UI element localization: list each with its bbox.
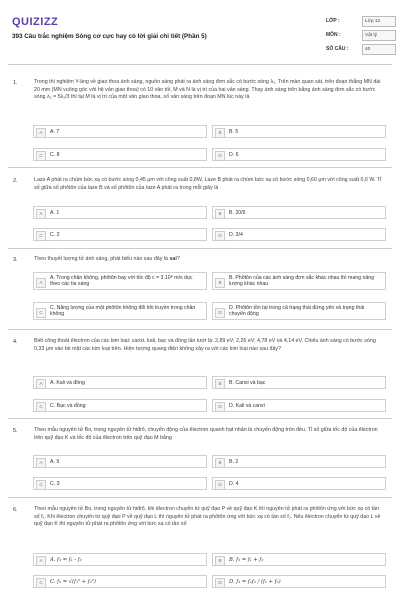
- option-a[interactable]: A A. Trong chân không, phôtôn bay với tốc độ c = 3.10⁸ m/s dọc theo các tia sáng: [33, 272, 207, 290]
- option-b[interactable]: B B. f₃ = f₁ + f₂: [212, 553, 386, 566]
- option-b[interactable]: B B. 5: [212, 125, 386, 138]
- option-b[interactable]: B B. Canxi và bạc: [212, 376, 386, 389]
- option-d[interactable]: D D. 3/4: [212, 228, 386, 241]
- question-divider: [8, 248, 392, 249]
- option-c[interactable]: C C. 3: [33, 477, 207, 490]
- question-text: Theo mẫu nguyên tử Bo, trong nguyên tử hiđrô, khi êlectron chuyển từ quỹ đạo P về quỹ đạo K thì nguyên tử phát ra phôtôn ứng với bức xạ có tần số f₁. Khi êlectron chuyển từ quỹ đạo P về quỹ đạo L thì nguyên tử phát ra phôtôn ứng với bức xạ có tần số f₂. Nếu êlectron chuyển từ quỹ đạo L về quỹ đạo K thì nguyên tử phát ra phôtôn ứng với bức xạ có tần số: [34, 506, 381, 528]
- option-c[interactable]: C C. 2: [33, 228, 207, 241]
- header-divider: [8, 64, 392, 65]
- question-number: 6.: [13, 507, 18, 513]
- document-header: [0, 0, 400, 60]
- question-text: Trong thí nghiệm Y-âng về giao thoa ánh sáng, nguồn sáng phát ra ánh sáng đơn sắc có bước sóng λ₁. Trên màn quan sát, trên đoạn thẳng MN dài 20 mm (MN vuông góc với hệ vân giao thoa) có 10 vân tối, M và N là vị trí của hai vân sáng. Thay ánh sáng trên bằng ánh sáng đơn sắc có bước sóng λ₂ = 5λ₁/3 thì tại M là vị trí của một vân giao thoa, số vân sáng trên đoạn MN lúc này là: [34, 79, 381, 101]
- question-divider: [8, 329, 392, 330]
- option-b[interactable]: B B. 2: [212, 455, 386, 468]
- question-text: Biết công thoát êlectron của các kim loại: canxi, kali, bạc và đồng lần lượt là: 2,89 eV; 2,26 eV; 4,78 eV và 4,14 eV. Chiếu ánh sáng có bước sóng 0,33 μm vào bề mặt các kim loại trên. Hiện tượng quang điện không xảy ra với các kim loại nào sau đây?: [34, 338, 376, 352]
- option-a[interactable]: A A. 1: [33, 206, 207, 219]
- meta-subject: MÔN : Vật lý: [326, 32, 341, 38]
- question-divider: [8, 167, 392, 168]
- document-title: 393 Câu trắc nghiệm Sóng cơ cực hay có lời giải chi tiết (Phần 5): [12, 33, 207, 40]
- option-a[interactable]: A A. 7: [33, 125, 207, 138]
- option-a[interactable]: A A. 9: [33, 455, 207, 468]
- meta-class: LỚP : Lớp 12: [326, 18, 340, 24]
- option-c[interactable]: C C. Bạc và đồng: [33, 399, 207, 412]
- meta-count-value: 40: [362, 44, 396, 55]
- question-number: 1.: [13, 80, 18, 86]
- question-text: Laze A phát ra chùm bức xạ có bước sóng 0,45 μm với công suất 0,8W. Laze B phát ra chùm bức xạ có bước sóng 0,60 μm với công suất 0,6 W. Tỉ số giữa số phôtôn của laze B và số phôtôn của laze A phát ra trong mỗi giây là: [34, 177, 382, 191]
- option-b[interactable]: B B. Phôtôn của các ánh sáng đơn sắc khác nhau thì mang năng lượng khác nhau: [212, 272, 386, 290]
- question-number: 3.: [13, 257, 18, 263]
- question-number: 5.: [13, 428, 18, 434]
- option-b[interactable]: B B. 20/9: [212, 206, 386, 219]
- option-d[interactable]: D D. 6: [212, 148, 386, 161]
- option-c[interactable]: C C. Năng lượng của một phôtôn không đổi khi truyền trong chân không: [33, 302, 207, 320]
- question-number: 2.: [13, 178, 18, 184]
- question-text: Theo mẫu nguyên tử Bo, trong nguyên tử hiđrô, chuyển động của êlectron quanh hạt nhân là chuyển động tròn đều. Tỉ số giữa tốc độ của êlectron trên quỹ đạo K và tốc độ của êlectron trên quỹ đạo M bằng: [34, 427, 378, 441]
- meta-count: SỐ CÂU : 40: [326, 46, 349, 52]
- option-a[interactable]: A A. Kali và đồng: [33, 376, 207, 389]
- meta-subject-value: Vật lý: [362, 30, 396, 41]
- meta-class-value: Lớp 12: [362, 16, 396, 27]
- option-c[interactable]: C C. f₃ = √(f₁² + f₂²): [33, 575, 207, 588]
- option-c[interactable]: C C. 8: [33, 148, 207, 161]
- question-divider: [8, 497, 392, 498]
- option-a[interactable]: A A. f₃ = f₁ - f₂: [33, 553, 207, 566]
- question-divider: [8, 418, 392, 419]
- quizizz-logo: QUIZIZZ: [12, 16, 59, 28]
- question-number: 4.: [13, 339, 18, 345]
- question-text: Theo thuyết lượng tử ánh sáng, phát biểu nào sau đây là sai?: [34, 256, 180, 262]
- option-d[interactable]: D D. Kali và canxi: [212, 399, 386, 412]
- option-d[interactable]: D D. f₃ = f₁f₂ / (f₁ + f₂): [212, 575, 386, 588]
- option-d[interactable]: D D. Phôtôn tồn tại trong cả trạng thái đứng yên và trạng thái chuyển động: [212, 302, 386, 320]
- option-d[interactable]: D D. 4: [212, 477, 386, 490]
